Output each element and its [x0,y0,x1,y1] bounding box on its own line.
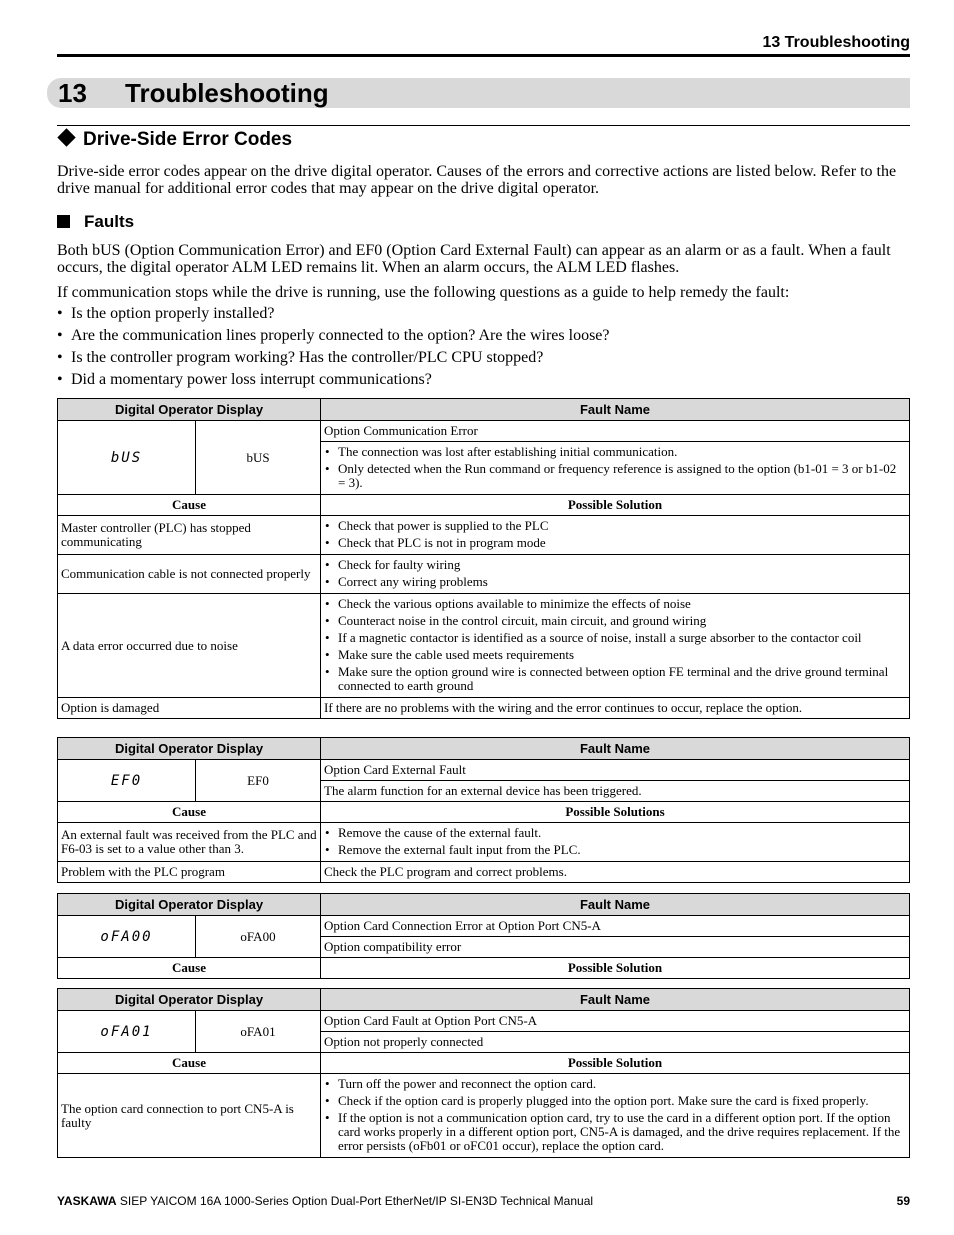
fault-name-header: Fault Name [321,738,910,760]
section-intro: Drive-side error codes appear on the drive digital operator. Causes of the errors and corrective actions are listed below. Refer to the drive manual for additional error codes that may appear on the drive digital operator. [57,163,897,197]
list-item: • Check that PLC is not in program mode [324,536,906,550]
fault-code: bUS [196,421,321,495]
chapter-title: Troubleshooting [125,78,329,108]
cause-cell: An external fault was received from the PLC and F6-03 is set to a value other than 3. [58,823,321,862]
list-item: • Check if the option card is properly plugged into the option port. Make sure the card is fixed properly. [324,1094,906,1108]
list-item: • Check the various options available to minimize the effects of noise [324,597,906,611]
list-item: • The connection was lost after establishing initial communication. [324,445,906,459]
footer-title: SIEP YAICOM 16A 1000-Series Option Dual-Port EtherNet/IP SI-EN3D Technical Manual [119,1194,594,1208]
footer-brand: YASKAWA [57,1194,117,1208]
diamond-icon [57,128,75,146]
operator-display-glyph: oFA01 [58,1011,196,1053]
cause-header: Cause [58,495,321,516]
cause-cell: Master controller (PLC) has stopped communicating [58,516,321,555]
operator-display-glyph: oFA00 [58,916,196,958]
list-item: • Counteract noise in the control circuit, main circuit, and ground wiring [324,614,906,628]
table-row [58,516,910,555]
list-item: • Remove the external fault input from the PLC. [324,843,906,857]
display-header: Digital Operator Display [58,399,321,421]
fault-table-bus [57,398,910,719]
section-heading [57,129,292,151]
list-item: • If a magnetic contactor is identified as a source of noise, install a surge absorber to the contactor coil [324,631,906,645]
fault-code: oFA01 [196,1011,321,1053]
fault-name: Option Card Fault at Option Port CN5-A [321,1011,910,1032]
bullet-item: • Is the option properly installed? [57,305,275,322]
list-item: • Check that power is supplied to the PLC [324,519,906,533]
faults-paragraph-1: Both bUS (Option Communication Error) and EF0 (Option Card External Fault) can appear as an alarm or as a fault. When a fault occurs, the digital operator ALM LED remains lit. When an alarm occurs, the ALM LED flashes. [57,242,891,276]
cause-cell: The option card connection to port CN5-A is faulty [58,1074,321,1158]
solution-header: Possible Solutions [321,802,910,823]
display-header: Digital Operator Display [58,989,321,1011]
solution-cell [321,516,910,555]
list-item: • Check for faulty wiring [324,558,906,572]
table-row [58,862,910,883]
faults-paragraph-2: If communication stops while the drive is running, use the following questions as a guide to help remedy the fault: [57,284,790,301]
solution-cell [321,823,910,862]
bullet-item: • Is the controller program working? Has the controller/PLC CPU stopped? [57,349,544,366]
table-row [58,823,910,862]
fault-name-header: Fault Name [321,989,910,1011]
chapter-title-bar [47,78,910,108]
cause-header: Cause [58,802,321,823]
fault-table-ofa01 [57,988,910,1158]
cause-cell: Problem with the PLC program [58,862,321,883]
fault-table-ofa00 [57,893,910,979]
solution-header: Possible Solution [321,495,910,516]
square-bullet-icon [57,215,70,228]
subsection-heading [57,212,134,232]
cause-cell: Communication cable is not connected properly [58,555,321,594]
fault-table-ef0 [57,737,910,883]
list-item: • Make sure the option ground wire is connected between option FE terminal and the drive ground terminal connected to earth ground [324,665,906,693]
fault-name: Option Card Connection Error at Option Port CN5-A [321,916,910,937]
cause-header: Cause [58,958,321,979]
cause-cell: A data error occurred due to noise [58,594,321,698]
fault-description: Option not properly connected [321,1032,910,1053]
list-item: • Correct any wiring problems [324,575,906,589]
fault-name: Option Communication Error [321,421,910,442]
display-header: Digital Operator Display [58,738,321,760]
solution-cell [321,594,910,698]
fault-name: Option Card External Fault [321,760,910,781]
fault-code: oFA00 [196,916,321,958]
solution-header: Possible Solution [321,1053,910,1074]
table-row [58,555,910,594]
list-item: • If the option is not a communication option card, try to use the card in a different option port. If the option card works properly in a different option port, CN5-A is damaged, and the drive requires replacement. If the error persists (oFb01 or oFC01 occur), replace the option card. [324,1111,906,1153]
bullet-item: • Are the communication lines properly connected to the option? Are the wires loose? [57,327,610,344]
operator-display-glyph: bUS [58,421,196,495]
list-item: • Remove the cause of the external fault. [324,826,906,840]
page-number: 59 [896,1194,910,1208]
fault-name-header: Fault Name [321,894,910,916]
fault-description: Option compatibility error [321,937,910,958]
running-header: 13 Troubleshooting [762,34,910,51]
solution-cell: If there are no problems with the wiring and the error continues to occur, replace the option. [321,698,910,719]
solution-header: Possible Solution [321,958,910,979]
chapter-rule [57,125,910,126]
list-item: • Make sure the cable used meets requirements [324,648,906,662]
header-rule [57,54,910,57]
fault-description [321,442,910,495]
display-header: Digital Operator Display [58,894,321,916]
subsection-title: Faults [84,212,135,231]
table-row [58,594,910,698]
table-row [58,698,910,719]
list-item: • Only detected when the Run command or frequency reference is assigned to the option (b1-01 = 3 or b1-02 = 3). [324,462,906,490]
fault-name-header: Fault Name [321,399,910,421]
fault-description: The alarm function for an external device has been triggered. [321,781,910,802]
cause-header: Cause [58,1053,321,1074]
fault-code: EF0 [196,760,321,802]
operator-display-glyph: EF0 [58,760,196,802]
footer [57,1194,593,1208]
section-title: Drive-Side Error Codes [83,129,293,150]
bullet-item: • Did a momentary power loss interrupt communications? [57,371,432,388]
list-item: • Turn off the power and reconnect the option card. [324,1077,906,1091]
solution-cell [321,555,910,594]
chapter-number: 13 [58,78,87,108]
solution-cell: Check the PLC program and correct problems. [321,862,910,883]
cause-cell: Option is damaged [58,698,321,719]
solution-cell [321,1074,910,1158]
table-row [58,1074,910,1158]
